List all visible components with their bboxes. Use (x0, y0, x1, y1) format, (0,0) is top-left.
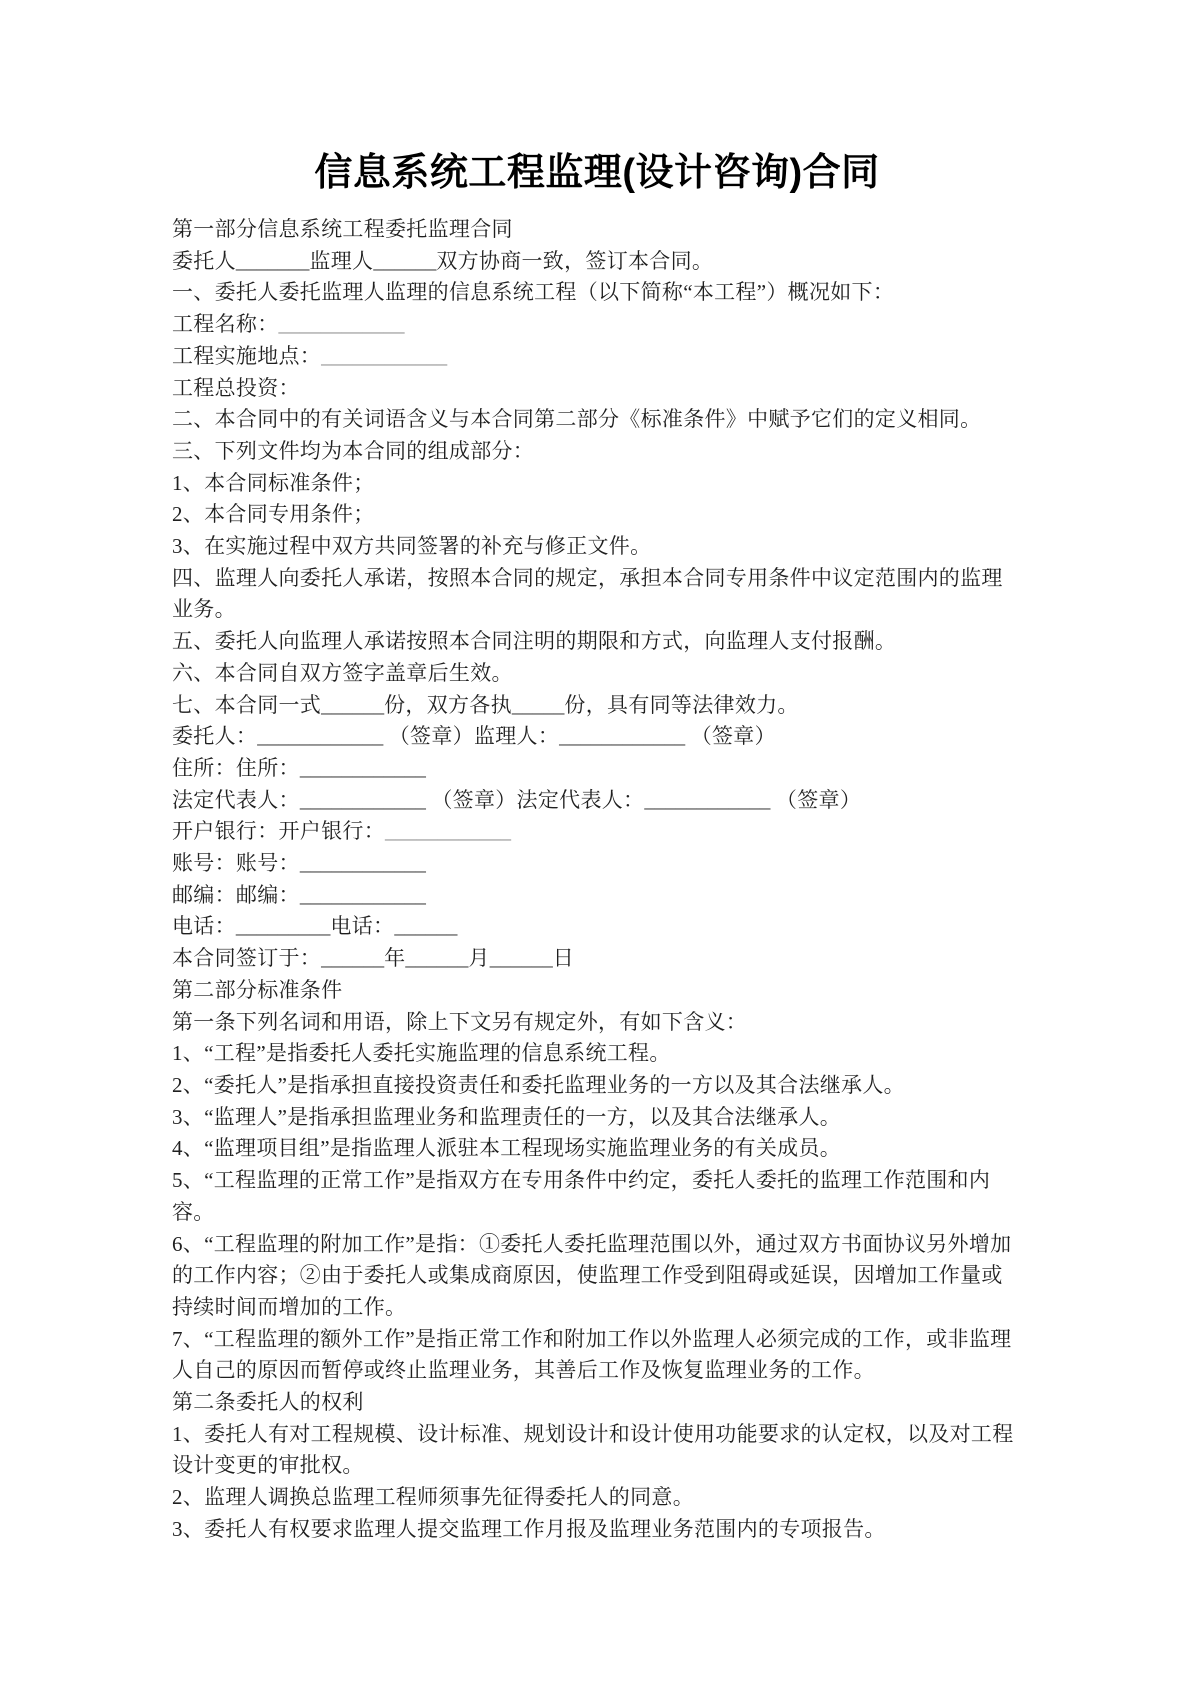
blank-underline: ____________ (299, 851, 426, 876)
blank-underline: ______ (373, 248, 437, 273)
blank-underline: ____________ (257, 724, 384, 749)
paragraph: 住所：住所：____________ (172, 755, 426, 780)
paragraph: 2、本合同专用条件； (172, 502, 375, 527)
paragraph: 1、委托人有对工程规模、设计标准、规划设计和设计使用功能要求的认定权，以及对工程设计变更的审批权。 (172, 1421, 1014, 1478)
paragraph: 开户银行：开户银行：____________ (172, 819, 511, 844)
blank-underline: ____________ (644, 787, 771, 812)
paragraph: 委托人_______监理人______双方协商一致，签订本合同。 (172, 248, 714, 273)
paragraph: 工程名称：____________ (172, 312, 405, 337)
blank-underline: _________ (235, 914, 331, 939)
paragraph: 第一条下列名词和用语，除上下文另有规定外，有如下含义： (172, 1009, 748, 1034)
paragraph: 电话：_________电话：______ (172, 914, 458, 939)
paragraph: 本合同签订于：______年______月______日 (172, 946, 575, 971)
paragraph: 工程实施地点：____________ (172, 343, 448, 368)
blank-underline: ______ (489, 946, 553, 971)
blank-underline: _______ (235, 248, 310, 273)
paragraph: 账号：账号：____________ (172, 851, 426, 876)
document-body (172, 214, 1022, 1546)
paragraph: 2、监理人调换总监理工程师须事先征得委托人的同意。 (172, 1485, 694, 1510)
paragraph: 3、“监理人”是指承担监理业务和监理责任的一方，以及其合法继承人。 (172, 1104, 842, 1129)
blank-underline: ______ (394, 914, 458, 939)
paragraph: 2、“委托人”是指承担直接投资责任和委托监理业务的一方以及其合法继承人。 (172, 1072, 905, 1097)
blank-underline: ____________ (299, 755, 426, 780)
blank-underline: ____________ (299, 882, 426, 907)
paragraph: 四、监理人向委托人承诺，按照本合同的规定，承担本合同专用条件中议定范围内的监理业务。 (172, 565, 1003, 622)
paragraph: 法定代表人：____________ （签章）法定代表人：____________ （签章） (172, 787, 862, 812)
paragraph: 7、“工程监理的额外工作”是指正常工作和附加工作以外监理人必须完成的工作，或非监理人自己的原因而暂停或终止监理业务，其善后工作及恢复监理业务的工作。 (172, 1326, 1012, 1383)
blank-underline: ____________ (278, 312, 405, 337)
paragraph: 6、“工程监理的附加工作”是指：①委托人委托监理范围以外，通过双方书面协议另外增加的工作内容；②由于委托人或集成商原因，使监理工作受到阻碍或延误，因增加工作量或持续时间而增加的工作。 (172, 1231, 1012, 1319)
blank-underline: ____________ (321, 343, 448, 368)
paragraph: 3、在实施过程中双方共同签署的补充与修正文件。 (172, 534, 652, 559)
paragraph: 5、“工程监理的正常工作”是指双方在专用条件中约定，委托人委托的监理工作范围和内容。 (172, 1168, 991, 1224)
paragraph: 1、本合同标准条件； (172, 470, 375, 495)
blank-underline: ____________ (299, 787, 426, 812)
paragraph: 六、本合同自双方签字盖章后生效。 (172, 660, 513, 685)
paragraph: 七、本合同一式______份，双方各执_____份，具有同等法律效力。 (172, 692, 799, 717)
paragraph: 一、委托人委托监理人监理的信息系统工程（以下简称“本工程”）概况如下： (172, 280, 895, 305)
blank-underline: ____________ (385, 819, 511, 844)
paragraph: 邮编：邮编：____________ (172, 882, 426, 907)
paragraph: 3、委托人有权要求监理人提交监理工作月报及监理业务范围内的专项报告。 (172, 1516, 886, 1541)
blank-underline: ______ (321, 692, 385, 717)
blank-underline: _____ (511, 692, 565, 717)
paragraph: 第二部分标准条件 (172, 977, 343, 1002)
paragraph: 委托人：____________ （签章）监理人：____________ （签章） (172, 724, 776, 749)
paragraph: 第二条委托人的权利 (172, 1390, 364, 1415)
paragraph: 三、下列文件均为本合同的组成部分： (172, 438, 535, 463)
blank-underline: ______ (321, 946, 385, 971)
blank-underline: ____________ (559, 724, 686, 749)
paragraph: 1、“工程”是指委托人委托实施监理的信息系统工程。 (172, 1041, 671, 1066)
paragraph: 4、“监理项目组”是指监理人派驻本工程现场实施监理业务的有关成员。 (172, 1136, 842, 1161)
blank-underline: ______ (405, 946, 469, 971)
document-title: 信息系统工程监理(设计咨询)合同 (314, 152, 880, 194)
paragraph: 第一部分信息系统工程委托监理合同 (172, 217, 513, 241)
paragraph: 五、委托人向监理人承诺按照本合同注明的期限和方式，向监理人支付报酬。 (172, 629, 897, 654)
paragraph: 工程总投资： (172, 375, 300, 400)
paragraph: 二、本合同中的有关词语含义与本合同第二部分《标准条件》中赋予它们的定义相同。 (172, 407, 982, 432)
